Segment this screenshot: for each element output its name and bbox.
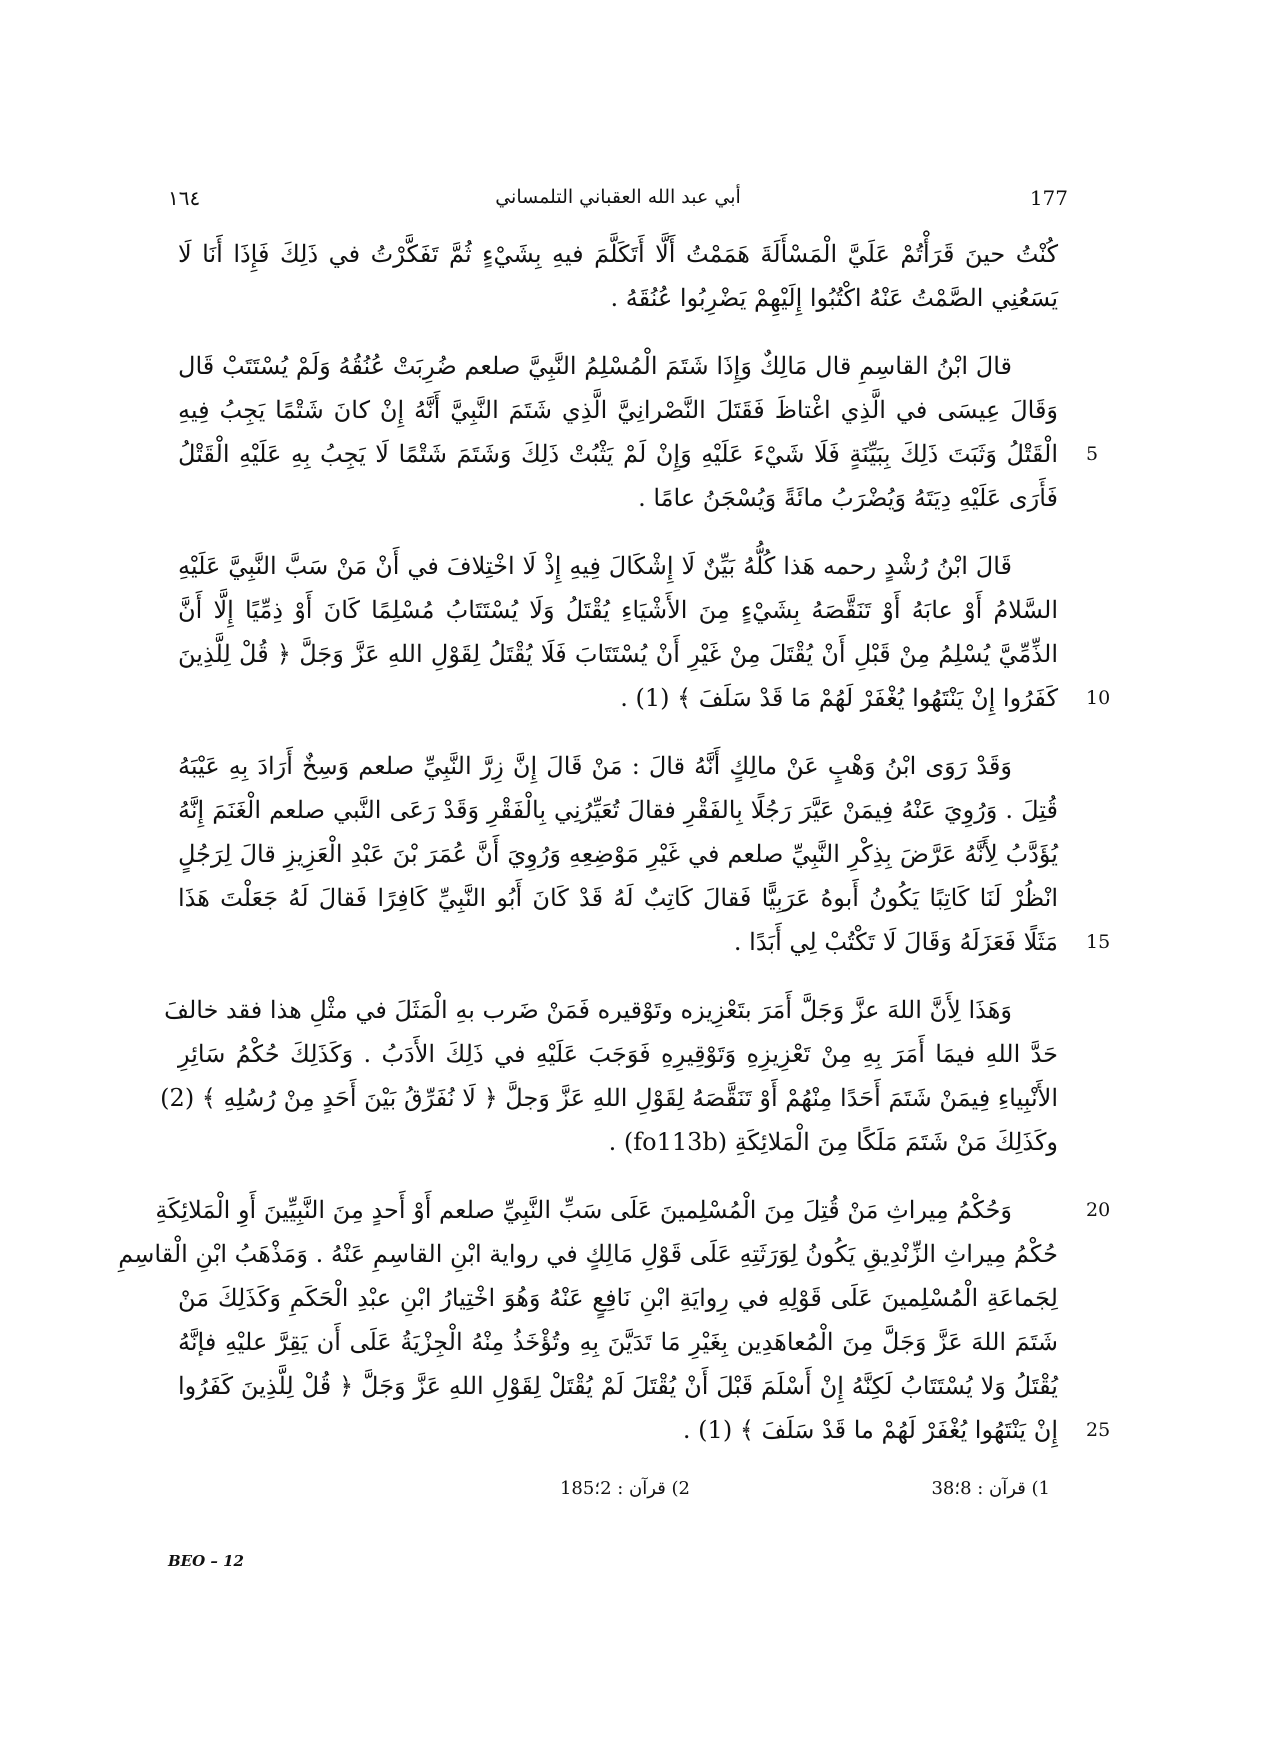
text-line: كُنْتُ حينَ قَرَأْتُمْ عَلَيَّ الْمَسْأَلَةَ هَمَمْتُ أَلَّا أَتَكَلَّمَ فيهِ بِشَيْءٍ ثُمَّ تَفَكَّرْتُ في ذَلِكَ فَإِذَا أَنَا لَا xyxy=(178,240,1058,268)
page-number-arabic: ١٦٤ xyxy=(168,186,201,210)
text-line: يُؤَدَّبُ لِأَنَّهُ عَرَّضَ بِذِكْرِ النَّبِيِّ صلعم في غَيْرِ مَوْضِعِهِ وَرُوِيَ أَنَّ عُمَرَ بْنَ عَبْدِ الْعَزِيزِ قالَ لِرَجُلٍ xyxy=(178,840,1058,868)
paragraph xyxy=(0,344,1271,520)
paragraph xyxy=(0,988,1271,1164)
text-line: انْظُرْ لَنَا كَاتِبًا يَكُونُ أَبوهُ عَرَبِيًّا فَقالَ كَاتِبٌ لَهُ قَدْ كَانَ أَبُو النَّبِيِّ كَافِرًا فَقالَ لَهُ جَعَلْتَ هَذَا xyxy=(178,884,1058,912)
running-title: أبي عبد الله العقباني التلمساني xyxy=(495,186,741,208)
main-text xyxy=(0,232,1271,1476)
footnote-2: 2) قرآن : 2؛185 xyxy=(559,1478,690,1499)
text-line: قَالَ ابْنُ رُشْدٍ رحمه هَذا كُلُّهُ بَيِّنٌ لَا إِشْكَالَ فِيهِ إِذْ لَا اخْتِلافَ في أَنْ مَنْ سَبَّ النَّبِيَّ عَلَيْهِ xyxy=(178,552,1012,580)
text-line: لِجَماعَةِ الْمُسْلِمينَ عَلَى قَوْلِهِ في رِوايَةِ ابْنِ نَافِعٍ عَنْهُ وَهُوَ اخْتِيارُ ابْنِ عبْدِ الْحَكَمِ وَكَذَلِكَ مَنْ xyxy=(178,1284,1058,1312)
text-line: وَقَدْ رَوَى ابْنُ وَهْبٍ عَنْ مالِكٍ أَنَّهُ قالَ : مَنْ قَالَ إِنَّ زِرَّ النَّبِيِّ صلعم وَسِخٌ أَرَادَ بِهِ عَيْبَهُ xyxy=(178,752,1012,780)
text-line: حُكْمُ مِيراثِ الزِّنْدِيقِ يَكُونُ لِوَرَثَتِهِ عَلَى قَوْلِ مَالِكٍ في رواية ابْنِ القاسِمِ عَنْهُ . وَمَذْهَبُ ابْنِ الْقاسِمِ xyxy=(118,1240,1058,1268)
text-line: شَتَمَ اللهَ عَزَّ وَجَلَّ مِنَ الْمُعاهَدِين بِغَيْرِ مَا تَدَيَّنَ بِهِ وتُؤْخَذُ مِنْهُ الْجِزْيَةُ عَلَى أَن يَقِرَّ عليْهِ فإنَّهُ xyxy=(178,1328,1059,1356)
line-number: 25 xyxy=(1086,1419,1111,1441)
footnotes xyxy=(400,1478,1050,1508)
text-line: يُقْتَلُ وَلا يُسْتَتَابُ لَكِنَّهُ إِنْ أَسْلَمَ قَبْلَ أَنْ يُقْتَلَ لَمْ يُقْتَلْ لِقَوْلِ اللهِ عَزَّ وَجَلَّ ﴿ قُلْ لِلَّذِينَ كَفَرُوا xyxy=(178,1372,1058,1400)
text-line: يَسَعُنِي الصَّمْتُ عَنْهُ اكْتُبُوا إِلَيْهِمْ يَضْرِبُوا عُنُقَهُ . xyxy=(610,284,1058,312)
line-number: 10 xyxy=(1086,687,1111,709)
page-number: 177 xyxy=(1029,186,1068,210)
text-line: الذِّمِّيَّ يُسْلِمُ مِنْ قَبْلِ أَنْ يُقْتَلَ مِنْ غَيْرِ أَنْ يُسْتَتَابَ فَلَا يُقْتَلُ لِقَوْلِ اللهِ عَزَّ وَجَلَّ ﴿ قُلْ لِلَّذِينَ xyxy=(178,640,1058,668)
paragraph xyxy=(0,744,1271,964)
text-line: وكَذَلِكَ مَنْ شَتَمَ مَلَكًا مِنَ الْمَلائِكَةِ (fo113b) . xyxy=(608,1128,1058,1156)
text-line: قُتِلَ . وَرُوِيَ عَنْهُ فِيمَنْ عَيَّرَ رَجُلًا بِالفَقْرِ فقالَ تُعَيِّرُنِي بِالْفَقْرِ وَقَدْ رَعَى النَّبي صلعم الْغَنَمَ إِنَّهُ xyxy=(178,796,1058,824)
paragraph xyxy=(0,232,1271,320)
line-number: 15 xyxy=(1086,931,1111,953)
paragraph xyxy=(0,1188,1271,1452)
text-line: حَدَّ اللهِ فيمَا أَمَرَ بِهِ مِنْ تَعْزِيزِهِ وَتَوْقِيرِهِ فَوَجَبَ عَلَيْهِ في ذَلِكَ الأَدَبُ . وَكَذَلِكَ حُكْمُ سَائِرِ xyxy=(178,1040,1058,1068)
text-line: الأَنْبِياءِ فِيمَنْ شَتَمَ أَحَدًا مِنْهُمْ أَوْ تَنَقَّصَهُ لِقَوْلِ اللهِ عَزَّ وَجلَّ ﴿ لَا نُفَرِّقُ بَيْنَ أَحَدٍ مِنْ رُسُلِهِ ﴾ (2) xyxy=(160,1084,1058,1112)
text-line: السَّلامُ أَوْ عابَهُ أَوْ تَنَقَّصَهُ بِشَيْءٍ مِنَ الأَشْيَاءِ يُقْتَلُ وَلَا يُسْتَتَابُ مُسْلِمًا كَانَ أَوْ ذِمِّيًا إِلَّا أَنَّ xyxy=(178,596,1058,624)
text-line: وَقَالَ عِيسَى في الَّذِي اغْتاظَ فَقَتَلَ النَّصْرانِيَّ الَّذِي شَتَمَ النَّبِيَّ أَنَّهُ إِنْ كانَ شَتْمًا يَجِبُ فِيهِ xyxy=(178,396,1059,424)
line-number: 5 xyxy=(1086,443,1099,465)
text-line: قالَ ابْنُ القاسِمِ قال مَالِكٌ وَإِذَا شَتَمَ الْمُسْلِمُ النَّبِيَّ صلعم ضُرِبَتْ عُنُقُهُ وَلَمْ يُسْتَتَبْ قَال xyxy=(178,352,1012,380)
line-number: 20 xyxy=(1086,1199,1111,1221)
signature-mark: BEO – 12 xyxy=(168,1552,244,1570)
text-line: الْقَتْلُ وَثَبَتَ ذَلِكَ بِبَيِّنَةٍ فَلَا شَيْءَ عَلَيْهِ وَإِنْ لَمْ يَثْبُتْ ذَلِكَ وَشَتَمَ شَتْمًا لَا يَجِبُ بِهِ عَلَيْهِ الْقَتْلُ xyxy=(178,440,1058,468)
text-line: كَفَرُوا إِنْ يَنْتَهُوا يُغْفَرْ لَهُمْ مَا قَدْ سَلَفَ ﴾ (1) . xyxy=(620,684,1058,712)
text-line: فَأَرَى عَلَيْهِ دِيَتَهُ وَيُضْرَبُ مائَةً وَيُسْجَنُ عامًا . xyxy=(638,484,1058,512)
paragraph xyxy=(0,544,1271,720)
text-line: وَحُكْمُ مِيراثِ مَنْ قُتِلَ مِنَ الْمُسْلِمينَ عَلَى سَبِّ النَّبِيِّ صلعم أَوْ أَحدٍ مِنَ النَّبِيِّينَ أَوِ الْمَلائِكَةِ xyxy=(155,1196,1012,1224)
text-line: مَثَلًا فَعَزَلَهُ وَقَالَ لَا تَكْتُبْ لِي أَبَدًا . xyxy=(733,928,1058,956)
running-header xyxy=(168,186,1068,220)
text-line: إِنْ يَنْتَهُوا يُغْفَرْ لَهُمْ ما قَدْ سَلَفَ ﴾ (1) . xyxy=(682,1416,1058,1444)
footnote-1: 1) قرآن : 8؛38 xyxy=(931,1478,1050,1499)
text-line: وَهَذَا لِأَنَّ اللهَ عزَّ وَجَلَّ أَمَرَ بتَعْزِيزه وتَوْقيره فَمَنْ ضَرب بهِ الْمَثَلَ في مثْلِ هذا فقد خالفَ xyxy=(164,996,1012,1024)
